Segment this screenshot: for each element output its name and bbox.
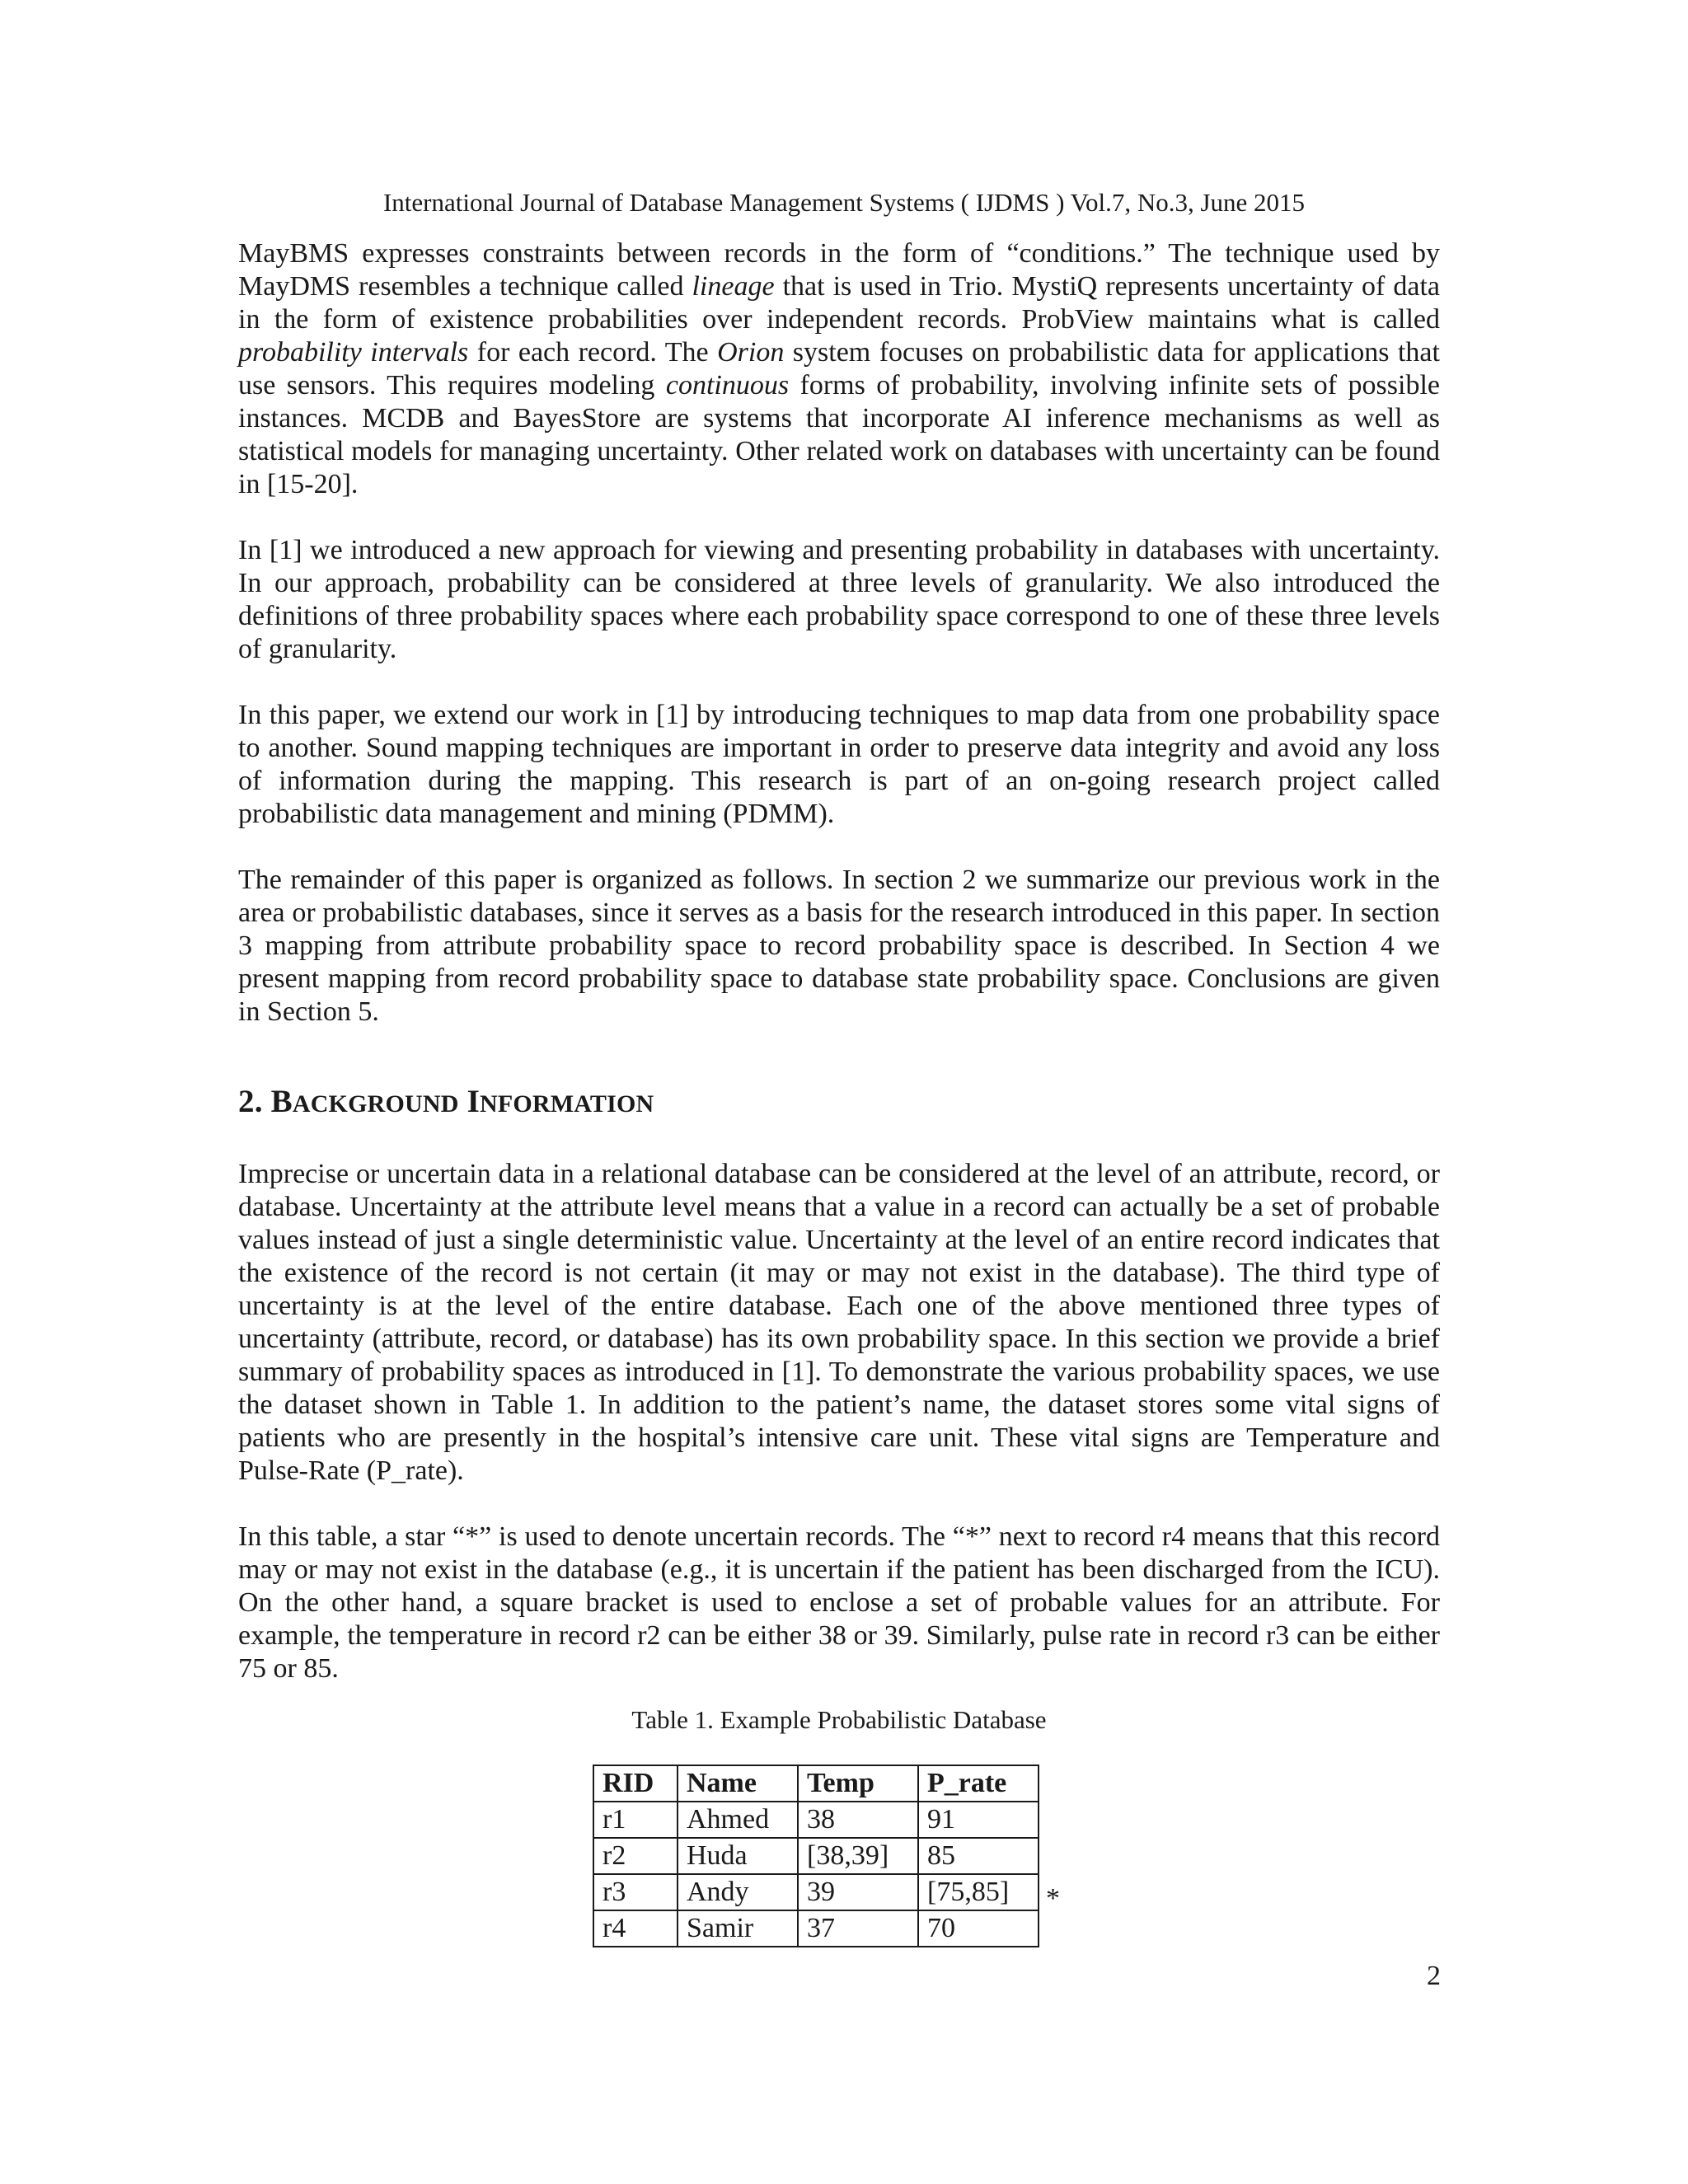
table-row <box>593 1838 1039 1874</box>
italic-term-orion: Orion <box>717 337 785 368</box>
page-body <box>238 237 1440 1947</box>
probabilistic-database-table <box>593 1765 1039 1947</box>
section-heading-background: 2. BACKGROUND INFORMATION <box>238 1084 654 1119</box>
running-header: International Journal of Database Management Systems ( IJDMS ) Vol.7, No.3, June 2015 <box>382 188 1306 217</box>
table-container <box>238 1765 1440 1947</box>
paragraph-this-paper: In this paper, we extend our work in [1] by introducing techniques to map data from one probability space to another. Sound mapping techniques are important in order to preserve data integrity and avoid any loss of information during the mapping. This research is part of an on-going research project called probabilistic data management and mining (PDMM). <box>238 700 1440 829</box>
italic-term-lineage: lineage <box>692 271 775 302</box>
uncertain-record-marker: * <box>1046 1883 1060 1914</box>
column-header-name: Name <box>678 1765 798 1802</box>
table-row <box>593 1802 1039 1838</box>
table-cell: r2 <box>593 1838 678 1874</box>
column-header-p-rate: P_rate <box>918 1765 1039 1802</box>
table-cell: 91 <box>918 1802 1039 1838</box>
table-cell: Ahmed <box>678 1802 798 1838</box>
table-cell: r4 <box>593 1910 678 1947</box>
paragraph-organization: The remainder of this paper is organized as follows. In section 2 we summarize our previous work in the area or probabilistic databases, since it serves as a basis for the research introduced in this paper. In section 3 mapping from attribute probability space to record probability space is described. In Section 4 we present mapping from record probability space to database state probability space. Conclusions are given in Section 5. <box>238 865 1440 1027</box>
table-header-row <box>593 1765 1039 1802</box>
italic-term-probability-intervals: probability intervals <box>238 337 469 368</box>
table-cell: 39 <box>798 1874 918 1910</box>
table-cell: [75,85] <box>918 1874 1039 1910</box>
paragraph-prior-approach: In [1] we introduced a new approach for viewing and presenting probability in databases with uncertainty. In our approach, probability can be considered at three levels of granularity. We also introduced the definitions of three probability spaces where each probability space correspond to one of these three levels of granularity. <box>238 535 1440 664</box>
table-cell: 37 <box>798 1910 918 1947</box>
paragraph-related-systems: MayBMS expresses constraints between records in the form of “conditions.” The technique used by MayDMS resembles a technique called lineage that is used in Trio. MystiQ represents uncertainty of data in the form of existence probabilities over independent records. ProbView maintains what is called probability intervals for each record. The Orion system focuses on probabilistic data for applications that use sensors. This requires modeling continuous forms of probability, involving infinite sets of possible instances. MCDB and BayesStore are systems that incorporate AI inference mechanisms as well as statistical models for managing uncertainty. Other related work on databases with uncertainty can be found in [15-20]. <box>238 238 1441 499</box>
paragraph-uncertainty-levels: Imprecise or uncertain data in a relational database can be considered at the level of an attribute, record, or database. Uncertainty at the attribute level means that a value in a record can actually be a set of probable values instead of just a single deterministic value. Uncertainty at the level of an entire record indicates that the existence of the record is not certain (it may or may not exist in the database). The third type of uncertainty is at the level of the entire database. Each one of the above mentioned three types of uncertainty (attribute, record, or database) has its own probability space. In this section we provide a brief summary of probability spaces as introduced in [1]. To demonstrate the various probability spaces, we use the dataset shown in Table 1. In addition to the patient’s name, the dataset stores some vital signs of patients who are presently in the hospital’s intensive care unit. These vital signs are Temperature and Pulse-Rate (P_rate). <box>238 1159 1440 1486</box>
table-cell: 85 <box>918 1838 1039 1874</box>
table-cell: 70 <box>918 1910 1039 1947</box>
table-cell: Andy <box>678 1874 798 1910</box>
table-cell: r1 <box>593 1802 678 1838</box>
table-cell: [38,39] <box>798 1838 918 1874</box>
column-header-temp: Temp <box>798 1765 918 1802</box>
table-caption: Table 1. Example Probabilistic Database <box>631 1705 1047 1734</box>
table-cell: Huda <box>678 1838 798 1874</box>
table-cell: Samir <box>678 1910 798 1947</box>
table-cell: 38 <box>798 1802 918 1838</box>
page-number: 2 <box>1427 1961 1441 1991</box>
italic-term-continuous: continuous <box>665 370 790 401</box>
table-row <box>593 1874 1039 1910</box>
table-cell: r3 <box>593 1874 678 1910</box>
table-row <box>593 1910 1039 1947</box>
column-header-rid: RID <box>593 1765 678 1802</box>
paragraph-table-notation: In this table, a star “*” is used to denote uncertain records. The “*” next to record r4 means that this record may or may not exist in the database (e.g., it is uncertain if the patient has been discharged from the ICU). On the other hand, a square bracket is used to enclose a set of probable values for an attribute. For example, the temperature in record r2 can be either 38 or 39. Similarly, pulse rate in record r3 can be either 75 or 85. <box>238 1521 1440 1684</box>
